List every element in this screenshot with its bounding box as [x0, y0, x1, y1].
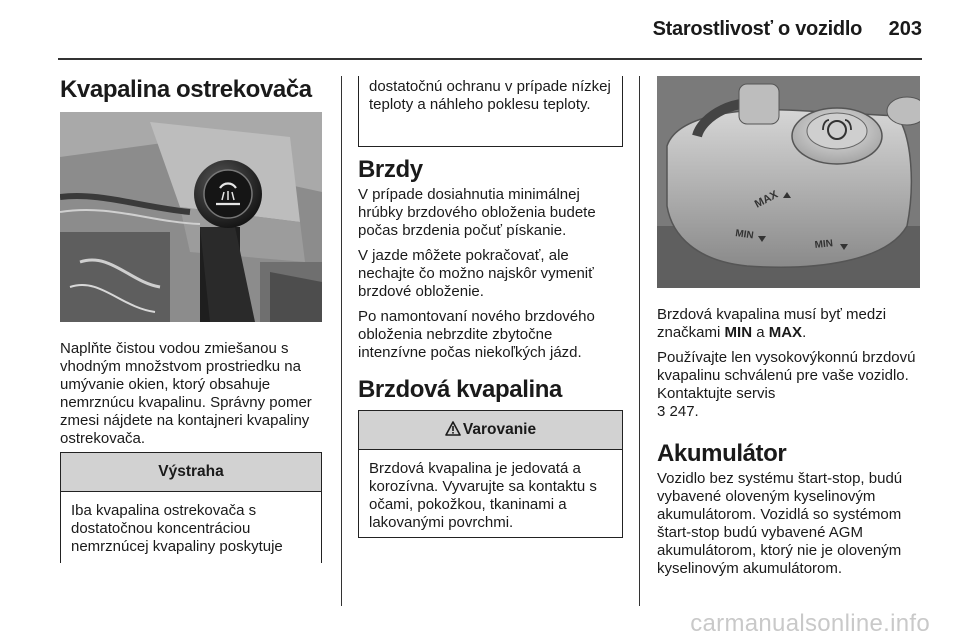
- brake-fluid-heading-wrap: [358, 376, 623, 404]
- brake-fluid-p1-mid: a: [752, 324, 769, 341]
- warning-box: [358, 410, 623, 538]
- warning-box-header: [359, 411, 622, 450]
- brakes-section: [358, 156, 623, 362]
- caution-box-continuation: [358, 76, 623, 147]
- warning-box-title: Varovanie: [462, 421, 537, 438]
- watermark: carmanualsonline.info: [690, 610, 930, 637]
- brakes-paragraph-2: V jazde môžete pokračovať, ale nechajte čo možno najskôr vymeniť brzdové obloženie.: [358, 247, 594, 300]
- brakes-paragraph-1: V prípade dosiahnutia minimálnej hrúbky brzdového obloženia budete počas brzdenia počuť pískanie.: [358, 186, 596, 239]
- battery-heading: Akumulátor: [657, 440, 787, 467]
- washer-reservoir-photo: [60, 112, 322, 322]
- battery-paragraph: Vozidlo bez systému štart-stop, budú vybavené oloveným kyselinovým akumulátorom. Vozidlá so systémom štart-stop budú vybavené AGM akumulátorom, ktorý nie je oloveným kyselinovým akumulátorom.: [657, 470, 903, 577]
- max-mark-label: MAX: [752, 188, 780, 211]
- min-keyword: MIN: [724, 324, 753, 341]
- min-mark-label-right: MIN: [814, 238, 834, 251]
- washer-fluid-heading-wrap: [60, 76, 330, 104]
- washer-fluid-text-wrap: [60, 340, 330, 448]
- washer-fluid-heading: Kvapalina ostrekovača: [60, 76, 312, 103]
- brakes-paragraph-3: Po namontovaní nového brzdového obloženia nebrzdite zbytočne intenzívne počas niekoľkých jázd.: [358, 308, 595, 361]
- running-header-title: Starostlivosť o vozidlo: [652, 18, 862, 40]
- brake-fluid-text-wrap: [657, 306, 925, 421]
- header-rule: [58, 58, 922, 60]
- caution-box-title: Výstraha: [61, 453, 321, 492]
- brake-fluid-reservoir-illustration: [657, 76, 920, 288]
- brakes-heading: Brzdy: [358, 156, 423, 183]
- battery-section: [657, 440, 925, 578]
- brake-fluid-p1-after: .: [802, 324, 807, 341]
- washer-fluid-paragraph: Naplňte čistou vodou zmiešanou s vhodným množstvom prostriedku na umývanie okien, ktorý obsahuje nemrznúcu kvapalinu. Správny pomer zmesi nájdete na kontajneri kvapaliny ostrekovača.: [60, 340, 312, 447]
- page-reference-link[interactable]: 3 247.: [657, 403, 699, 420]
- warning-triangle-icon: [445, 421, 461, 436]
- brake-fluid-paragraph-2: Používajte len vysokovýkonnú brzdovú kvapalinu schválenú pre vaše vozidlo. Kontaktujte servis: [657, 349, 916, 402]
- max-keyword: MAX: [768, 324, 803, 341]
- brake-fluid-p1-before: Brzdová kvapalina musí byť medzi značkami: [657, 306, 887, 341]
- caution-box: [60, 452, 322, 563]
- column-separator-2: [639, 76, 640, 606]
- warning-box-text: Brzdová kvapalina je jedovatá a korozívna. Vyvarujte sa kontaktu s očami, pokožkou, tkaninami a lakovanými povrchmi.: [369, 460, 597, 531]
- brake-fluid-reservoir-photo: [657, 76, 920, 288]
- caution-box-text: Iba kvapalina ostrekovača s dostatočnou koncentráciou nemrznúcej kvapaliny poskytuje: [71, 502, 283, 555]
- column-separator-1: [341, 76, 342, 606]
- min-mark-label-left: MIN: [734, 228, 755, 242]
- brake-fluid-heading: Brzdová kvapalina: [358, 376, 562, 403]
- caution-box-continuation-text: dostatočnú ochranu v prípade nízkej teploty a náhleho poklesu teploty.: [369, 78, 611, 113]
- brake-fluid-paragraph-1: [657, 306, 925, 342]
- page-number: 203: [888, 18, 922, 40]
- washer-reservoir-illustration: [60, 112, 322, 322]
